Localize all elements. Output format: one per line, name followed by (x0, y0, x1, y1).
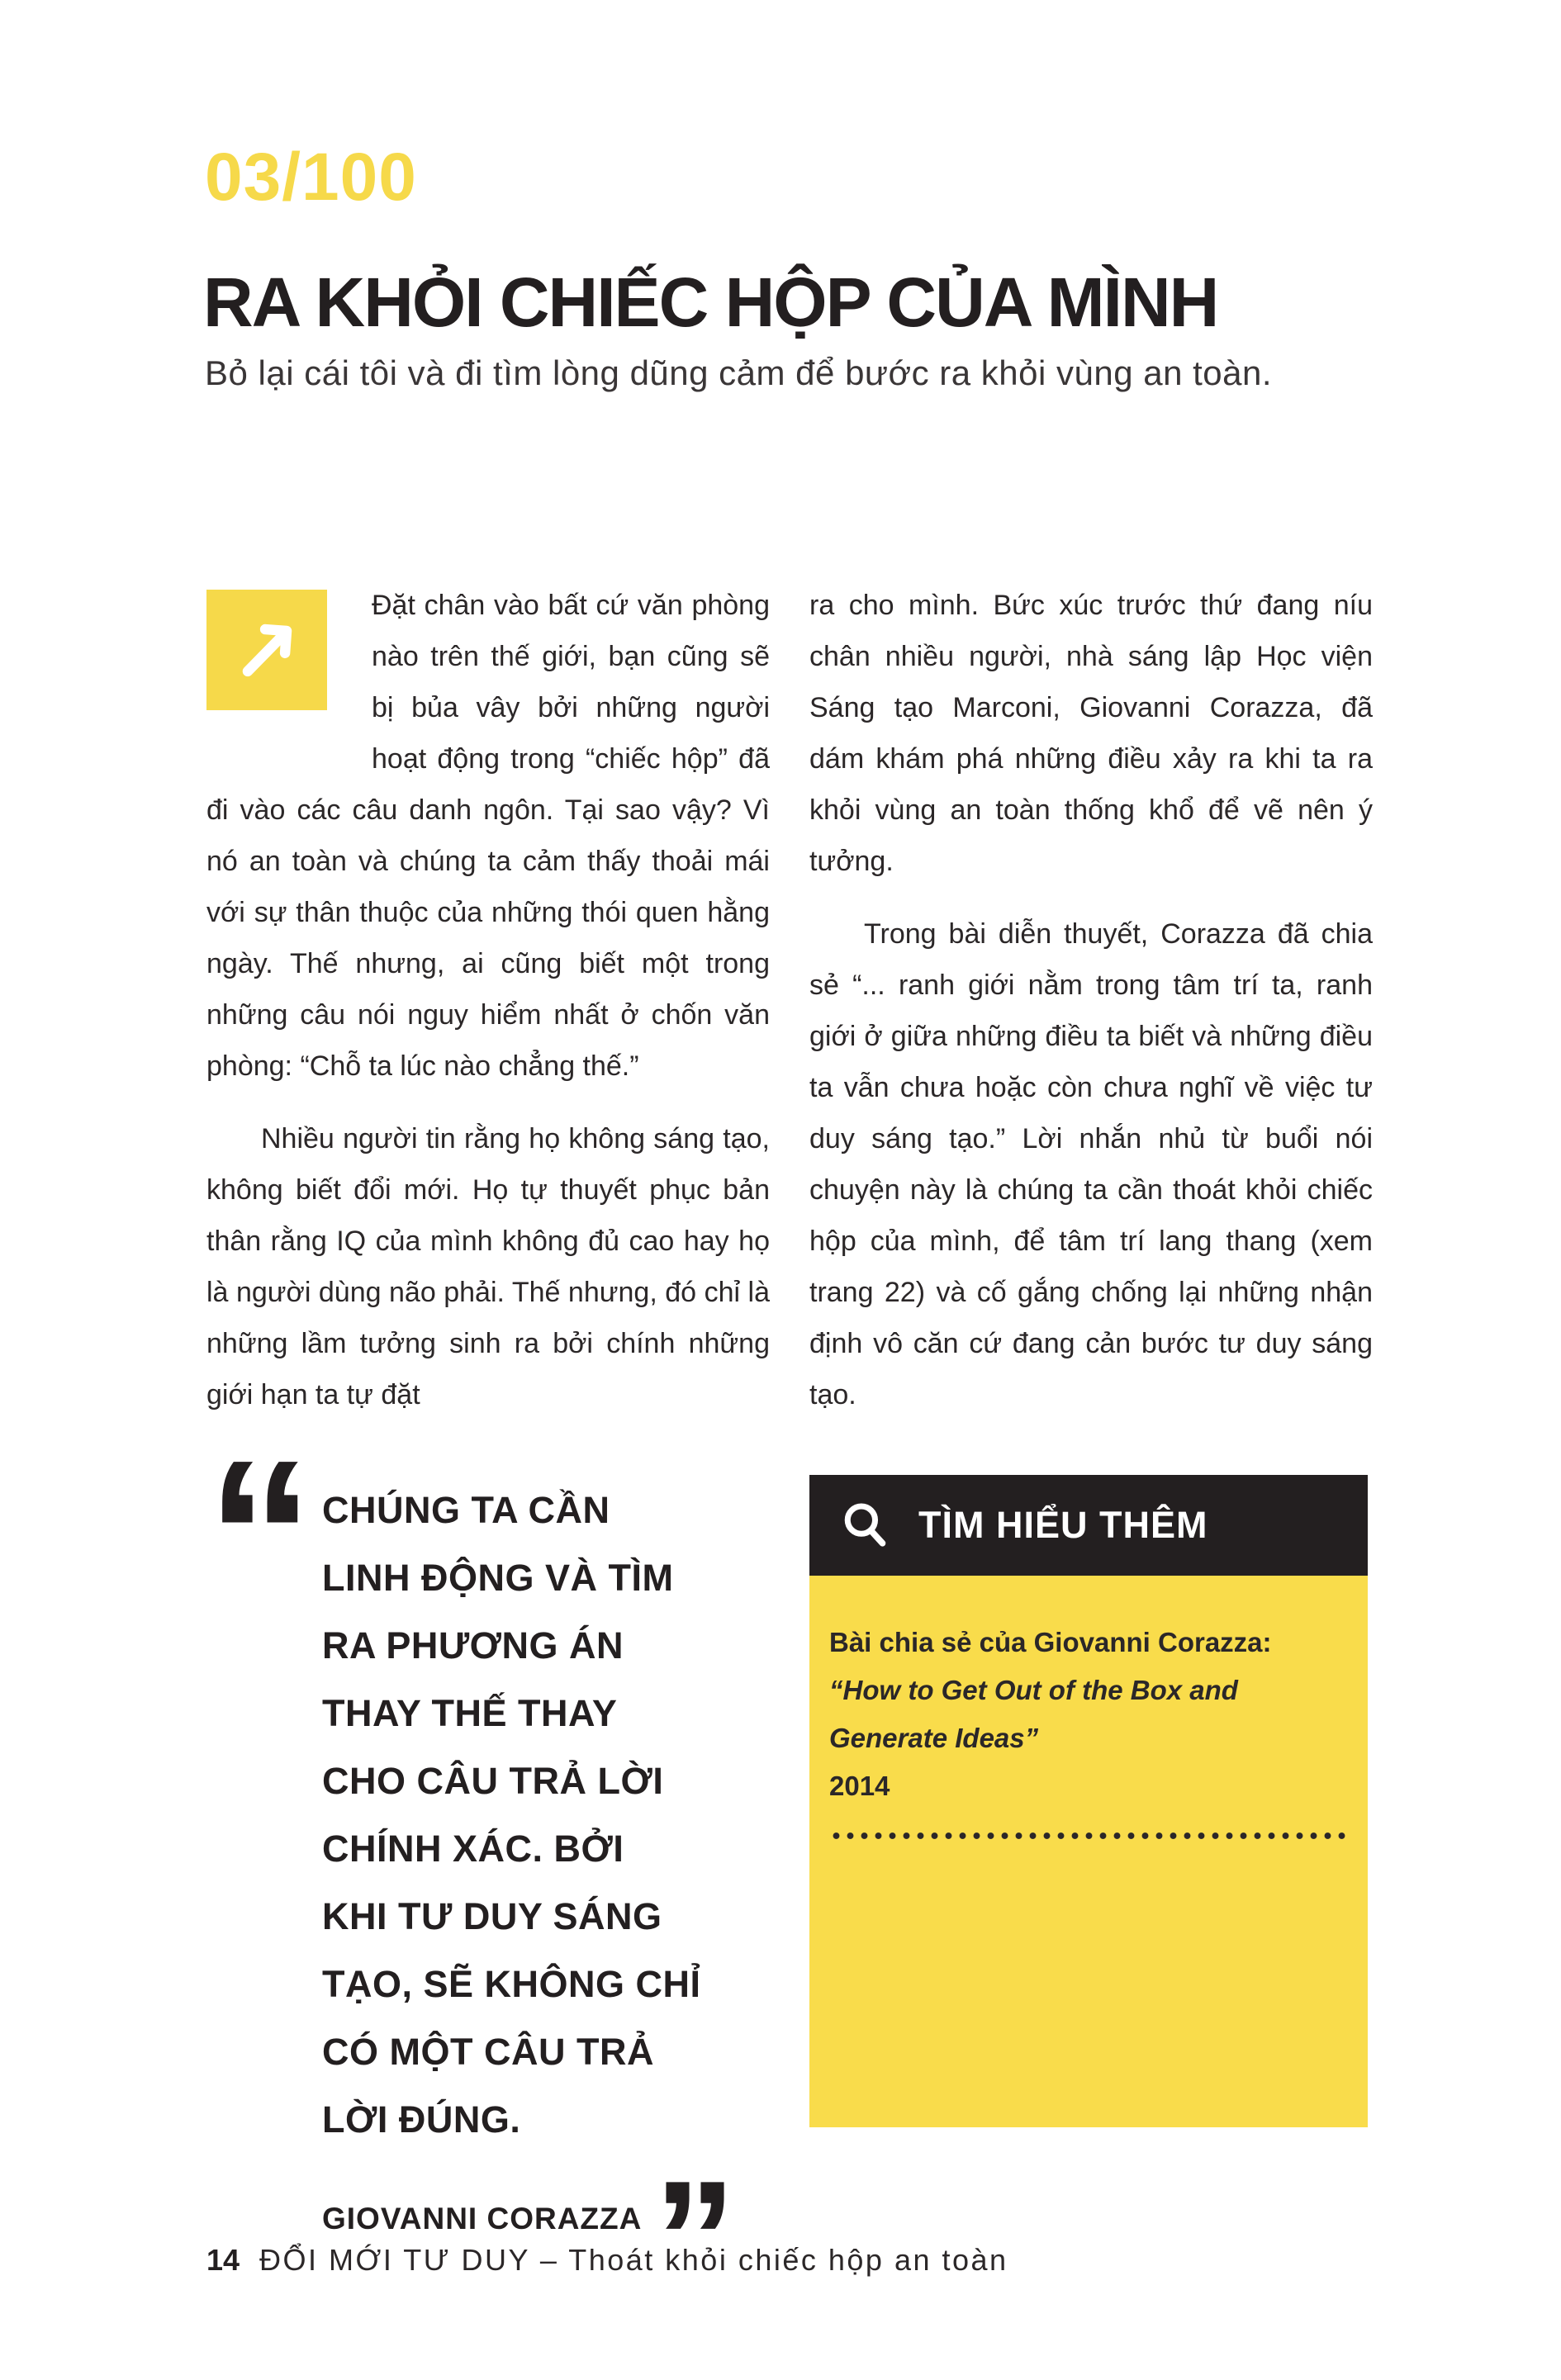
page-title: RA KHỎI CHIẾC HỘP CỦA MÌNH (203, 263, 1218, 342)
quote-line: TẠO, SẼ KHÔNG CHỈ (322, 1963, 701, 2005)
learn-more-box (809, 1475, 1368, 2127)
quote-attribution-row (322, 2147, 785, 2331)
page-footer (206, 2243, 1008, 2278)
work-title: “How to Get Out of the Box and Generate Ideas” (829, 1675, 1238, 1753)
chapter-number: 03/100 (205, 140, 417, 215)
source-label: Bài chia sẻ của Giovanni Corazza: (829, 1627, 1272, 1657)
paragraph-text: Đặt chân vào bất cứ văn phòng nào trên thế giới, bạn cũng sẽ bị bủa vây bởi những người hoạt động trong “chiếc hộp” đã đi vào các câu danh ngôn. Tại sao vậy? Vì nó an toàn và chúng ta cảm thấy thoải mái với sự thân thuộc của những thói quen hằng ngày. Thế nhưng, ai cũng biết một trong những câu nói nguy hiểm nhất ở chốn văn phòng: “Chỗ ta lúc nào chẳng thế.” (206, 590, 770, 1082)
paragraph (809, 908, 1373, 1420)
column-right (809, 580, 1373, 1420)
quote-line: KHI TƯ DUY SÁNG (322, 1895, 662, 1937)
paragraph (206, 580, 770, 1092)
search-icon (839, 1499, 892, 1552)
work-year: 2014 (829, 1771, 890, 1801)
quote-attribution: GIOVANNI CORAZZA (322, 2202, 643, 2235)
paragraph (206, 1113, 770, 1420)
paragraph-text: Nhiều người tin rằng họ không sáng tạo, không biết đổi mới. Họ tự thuyết phục bản thân rằng IQ của mình không đủ cao hay họ là người dùng não phải. Thế nhưng, đó chỉ là những lầm tưởng sinh ra bởi chính những giới hạn ta tự đặt (206, 1123, 770, 1410)
column-left (206, 580, 770, 1420)
learn-more-header (809, 1475, 1368, 1576)
close-quote-icon: ” (653, 2147, 730, 2331)
arrow-up-right-icon (206, 590, 327, 710)
open-quote-icon: “ (206, 1416, 306, 1656)
quote-line: LINH ĐỘNG VÀ TÌM (322, 1557, 674, 1599)
page-number: 14 (206, 2243, 240, 2277)
paragraph (809, 580, 1373, 887)
quote-line: CÓ MỘT CÂU TRẢ (322, 2031, 654, 2073)
dotted-divider (829, 1832, 1348, 1840)
learn-more-body (809, 1576, 1368, 2127)
quote-line: CHÚNG TA CẦN (322, 1489, 610, 1531)
running-title: ĐỔI MỚI TƯ DUY – Thoát khỏi chiếc hộp an toàn (259, 2243, 1008, 2277)
paragraph-text: ra cho mình. Bức xúc trước thứ đang níu chân nhiều người, nhà sáng lập Học viện Sáng tạo Marconi, Giovanni Corazza, đã dám khám phá những điều xảy ra khi ta ra khỏi vùng an toàn thống khổ để vẽ nên ý tưởng. (809, 590, 1373, 877)
page-subtitle: Bỏ lại cái tôi và đi tìm lòng dũng cảm để bước ra khỏi vùng an toàn. (205, 353, 1273, 392)
quote-line: CHO CÂU TRẢ LỜI (322, 1760, 664, 1802)
quote-line: RA PHƯƠNG ÁN (322, 1624, 624, 1666)
learn-more-title: TÌM HIỂU THÊM (918, 1504, 1208, 1546)
quote-line: THAY THẾ THAY (322, 1692, 618, 1734)
quote-line: LỜI ĐÚNG. (322, 2098, 521, 2141)
article-columns (206, 580, 1373, 1420)
pull-quote-text (322, 1477, 785, 2154)
paragraph-text: Trong bài diễn thuyết, Corazza đã chia sẻ “... ranh giới nằm trong tâm trí ta, ranh giới ở giữa những điều ta biết và những điều ta vẫn chưa hoặc còn chưa nghĩ về việc tư duy sáng tạo.” Lời nhắn nhủ từ buổi nói chuyện này là chúng ta cần thoát khỏi chiếc hộp của mình, để tâm trí lang thang (xem trang 22) và cố gắng chống lại những nhận định vô căn cứ đang cản bước tư duy sáng tạo. (809, 918, 1373, 1410)
pull-quote (206, 1416, 785, 2331)
quote-line: CHÍNH XÁC. BỞI (322, 1828, 624, 1870)
